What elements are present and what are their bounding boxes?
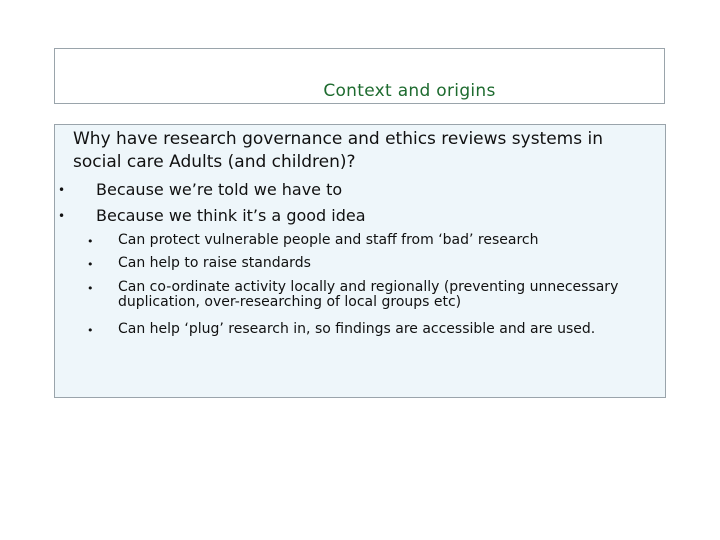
bullet-icon: • [87, 282, 94, 295]
bullet-icon: • [58, 183, 66, 197]
bullet-icon: • [87, 235, 94, 248]
bullet-icon: • [87, 324, 94, 337]
sub-point-text: Can co-ordinate activity locally and regionally (preventing unnecessary duplication, over-researching of local groups etc) [118, 279, 619, 310]
intro-question: Why have research governance and ethics reviews systems in social care Adults (and children)? [73, 129, 604, 172]
slide-title: Context and origins [323, 81, 496, 101]
sub-point-text: Can help to raise standards [118, 255, 311, 271]
sub-point-text: Can help ‘plug’ research in, so findings are accessible and are used. [118, 321, 596, 337]
bullet-icon: • [58, 209, 66, 223]
bullet-icon: • [87, 258, 94, 271]
title-box [54, 48, 665, 104]
sub-point-text: Can protect vulnerable people and staff from ‘bad’ research [118, 232, 539, 248]
main-point-text: Because we think it’s a good idea [96, 206, 366, 225]
main-point-text: Because we’re told we have to [96, 180, 343, 199]
